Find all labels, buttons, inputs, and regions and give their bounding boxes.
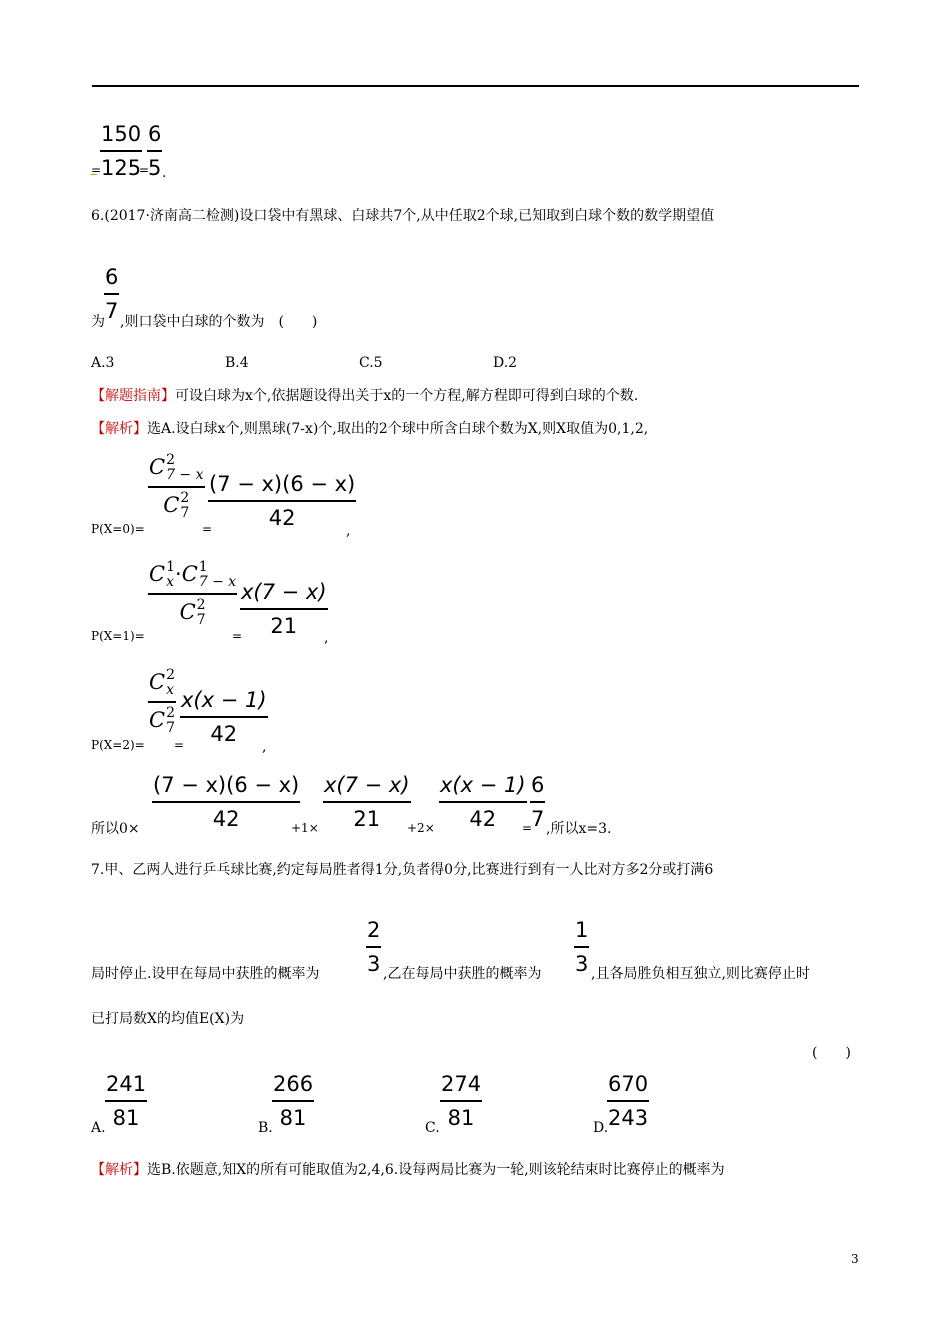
analysis-text: 选A.设白球x个,则黑球(7-x)个,取出的2个球中所含白球个数为X,则X取值为0,1,2, bbox=[147, 421, 649, 437]
q7-stem-line2b: ,乙在每局中获胜的概率为 bbox=[383, 966, 542, 982]
q6-option-d: D.2 bbox=[493, 355, 518, 371]
q7-option-b-fraction: 266 81 bbox=[273, 1072, 314, 1130]
sum-fraction-1: (7 − x)(6 − x) 42 bbox=[153, 773, 300, 831]
q7-analysis bbox=[91, 1161, 725, 1179]
analysis-text: 选B.依题意,知X的所有可能取值为2,4,6.设每两局比赛为一轮,则该轮结束时比赛停止的概率为 bbox=[147, 1162, 725, 1178]
sum-prefix: 所以0× bbox=[91, 821, 140, 837]
q6-stem-prefix: 为 bbox=[91, 314, 105, 330]
q7-option-d-label: D. bbox=[593, 1120, 609, 1136]
sum-result-fraction: 6 7 bbox=[531, 773, 545, 831]
q7-stem-line1: 7.甲、乙两人进行乒乓球比赛,约定每局胜者得1分,负者得0分,比赛进行到有一人比对方多2分或打满6 bbox=[91, 862, 714, 878]
q7-fraction-2-3: 2 3 bbox=[367, 918, 381, 976]
q7-fraction-1-3: 1 3 bbox=[575, 918, 589, 976]
p1-label: P(X=1)= bbox=[91, 629, 145, 643]
sum-eq: = bbox=[522, 821, 533, 835]
guide-tag: 【解题指南】 bbox=[91, 388, 175, 404]
guide-text: 可设白球为x个,依据题设得出关于x的一个方程,解方程即可得到白球的个数. bbox=[175, 388, 639, 404]
q7-option-c-fraction: 274 81 bbox=[441, 1072, 482, 1130]
comma: , bbox=[324, 630, 329, 646]
analysis-tag: 【解析】 bbox=[91, 421, 147, 437]
q7-option-d-fraction: 670 243 bbox=[608, 1072, 649, 1130]
q6-option-a: A.3 bbox=[91, 355, 115, 371]
q7-answer-paren: ( ) bbox=[812, 1045, 851, 1061]
comma: , bbox=[262, 739, 267, 755]
q7-stem-line2c: ,且各局胜负相互独立,则比赛停止时 bbox=[591, 966, 810, 982]
q6-guide bbox=[91, 387, 638, 405]
p2-label: P(X=2)= bbox=[91, 738, 145, 752]
fraction-150-125: 150 125 bbox=[101, 122, 142, 180]
p2-combination-fraction: C 2 x C 2 7 bbox=[149, 667, 175, 736]
q6-analysis bbox=[91, 420, 648, 438]
q6-stem-line2: ,则口袋中白球的个数为 ( ) bbox=[120, 314, 318, 330]
q6-fraction-6-7: 6 7 bbox=[105, 265, 119, 323]
eq-sign: = bbox=[91, 163, 102, 177]
sum-plus1: +1× bbox=[291, 821, 319, 835]
p1-eq: = bbox=[232, 629, 243, 643]
q7-option-c-label: C. bbox=[425, 1120, 440, 1136]
p1-result-fraction: x(7 − x) 21 bbox=[241, 580, 327, 638]
p0-eq: = bbox=[202, 522, 213, 536]
comma: , bbox=[346, 523, 351, 539]
p2-eq: = bbox=[174, 738, 185, 752]
fraction-6-5: 6 5 bbox=[148, 122, 162, 180]
q6-option-c: C.5 bbox=[359, 355, 383, 371]
p0-label: P(X=0)= bbox=[91, 522, 145, 536]
sum-suffix: ,所以x=3. bbox=[546, 821, 612, 837]
p0-result-fraction: (7 − x)(6 − x) 42 bbox=[209, 472, 356, 530]
p2-result-fraction: x(x − 1) 42 bbox=[181, 688, 267, 746]
sum-fraction-2: x(7 − x) 21 bbox=[324, 773, 410, 831]
p0-combination-fraction: C 2 7 − x C 2 7 bbox=[149, 452, 204, 521]
q7-option-a-fraction: 241 81 bbox=[106, 1072, 147, 1130]
period: . bbox=[162, 165, 167, 181]
q7-option-a-label: A. bbox=[91, 1120, 106, 1136]
q7-stem-line3: 已打局数X的均值E(X)为 bbox=[91, 1011, 245, 1027]
sum-plus2: +2× bbox=[407, 821, 435, 835]
q7-option-b-label: B. bbox=[258, 1120, 273, 1136]
eq-sign: = bbox=[139, 163, 150, 177]
p1-combination-fraction: C 1 x ·C 1 7 − x C 2 7 bbox=[149, 559, 237, 628]
q7-stem-line2a: 局时停止.设甲在每局中获胜的概率为 bbox=[91, 966, 320, 982]
header-rule bbox=[92, 85, 859, 87]
q6-stem-line1: 6.(2017·济南高二检测)设口袋中有黑球、白球共7个,从中任取2个球,已知取到白球个数的数学期望值 bbox=[91, 208, 715, 224]
analysis-tag: 【解析】 bbox=[91, 1162, 147, 1178]
q6-option-b: B.4 bbox=[225, 355, 249, 371]
sum-fraction-3: x(x − 1) 42 bbox=[440, 773, 526, 831]
page-number: 3 bbox=[851, 1252, 859, 1266]
